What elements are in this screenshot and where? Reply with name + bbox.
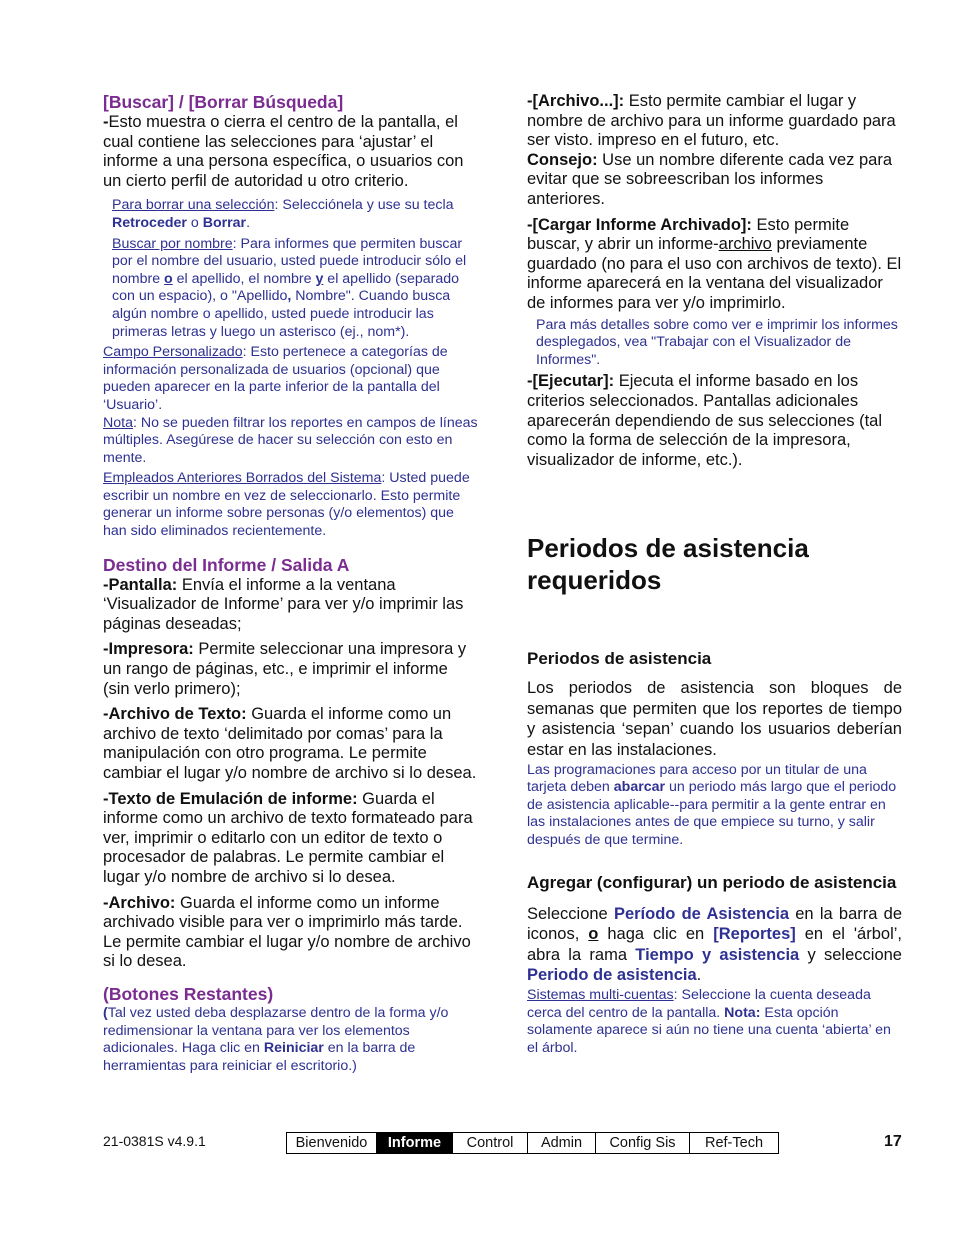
periodos-paragraph: Los periodos de asistencia son bloques de semanas que permiten que los reportes de tiempo y asistencia ‘sepan’ cuando los usuarios deberían estar en las instalaciones.	[527, 679, 902, 760]
note-buscar-nombre: Buscar por nombre: Para informes que permiten buscar por el nombre del usuario, usted puede introducir sólo el nombre o el apellido, el nombre y el apellido (separado con un espacio), o "Apellido, Nombre". Cuando busca algún nombre o apellido, usted puede introducir las primeras letras y luego un asterisco (ej., nom*).	[112, 235, 467, 340]
consejo: Consejo: Use un nombre diferente cada vez para evitar que se sobreescriban los informes anteriores.	[527, 150, 893, 208]
note-nota: Nota: No se pueden filtrar los reportes en campos de líneas múltiples. Asegúrese de hacer su selección con esto en mente.	[103, 414, 478, 466]
destino-texto-emulacion: -Texto de Emulación de informe: Guarda el informe como un archivo de texto formateado para ver, imprimir o editarlo con un editor de texto o procesador de palabras. Le permite cambiar el lugar y/o nombre de archivo si lo desea.	[103, 789, 473, 886]
note-empleados-anteriores: Empleados Anteriores Borrados del Sistema: Usted puede escribir un nombre en vez de seleccionarlo. Esto permite generar un informe sobre personas (y/o elementos) que han sido eliminados recientemente.	[103, 470, 470, 540]
document-id: 21-0381S v4.9.1	[103, 1133, 206, 1149]
tab-control[interactable]: Control	[453, 1133, 528, 1153]
tab-config-sis[interactable]: Config Sis	[596, 1133, 690, 1153]
tab-admin[interactable]: Admin	[528, 1133, 596, 1153]
footer-tab-bar	[286, 1132, 779, 1154]
tab-ref-tech[interactable]: Ref-Tech	[704, 1135, 764, 1151]
destino-archivo: -Archivo: Guarda el informe como un informe archivado visible para ver o imprimirlo más tarde. Le permite cambiar el lugar y/o nombre de archivo si lo desea.	[103, 893, 471, 971]
note-multi-cuentas: Sistemas multi-cuentas: Seleccione la cuenta deseada cerca del centro de la pantalla. Nota: Esta opción solamente aparece si aún no tiene una cuenta ‘abierta’ en el árbol.	[527, 987, 891, 1056]
note-botones: (Tal vez usted deba desplazarse dentro de la forma y/o redimensionar la ventana para ver los elementos adicionales. Haga clic en Reiniciar en la barra de herramientas para reiniciar el escritorio.)	[103, 1004, 449, 1074]
heading-buscar: [Buscar] / [Borrar Búsqueda]	[103, 92, 344, 112]
ejecutar-desc: -[Ejecutar]: Ejecuta el informe basado en los criterios seleccionados. Pantallas adicionales aparecerán dependiendo de sus selecciones (tal como la forma de selección de la impresora, visualizador de informe, etc.).	[527, 372, 882, 469]
note-campo-personalizado: Campo Personalizado: Esto pertenece a categorías de información personalizada de usuarios (opcional) que pueden aparecer en la parte inferior de la pantalla del ‘Usuario’.	[103, 344, 448, 413]
destino-archivo-texto: -Archivo de Texto: Guarda el informe como un archivo de texto ‘delimitado por comas’ para la manipulación con otro programa. Le permite cambiar el lugar y/o nombre de archivo si lo desea.	[103, 705, 477, 782]
note-visualizador: Para más detalles sobre como ver e imprimir los informes desplegados, vea "Trabajar con el Visualizador de Informes".	[536, 316, 898, 368]
section-title: Periodos de asistencia requeridos	[527, 533, 809, 596]
destino-impresora: -Impresora: Permite seleccionar una impresora y un rango de páginas, etc., e imprimir el informe (sin verlo primero);	[103, 640, 467, 698]
page-number: 17	[884, 1133, 902, 1150]
destino-pantalla: -Pantalla: Envía el informe a la ventana ‘Visualizador de Informe’ para ver y/o imprimir las páginas deseadas;	[103, 575, 464, 633]
note-programaciones: Las programaciones para acceso por un titular de una tarjeta deben abarcar un periodo más largo que el periodo de asistencia aplicable--para permitir a la gente entrar en las instalaciones antes de que empiece su turno, y salir después de que termine.	[527, 761, 897, 849]
tab-bienvenido[interactable]: Bienvenido	[287, 1133, 377, 1153]
agregar-paragraph: Seleccione Período de Asistencia en la barra de iconos, o haga clic en [Reportes] en el 'árbol’, abra la rama Tiempo y asistencia y seleccione Periodo de asistencia.	[527, 904, 903, 985]
heading-botones: (Botones Restantes)	[103, 983, 274, 1004]
subheading-periodos: Periodos de asistencia	[527, 649, 712, 669]
note-borrar-seleccion: Para borrar una selección: Selecciónela y use su tecla Retroceder o Borrar.	[112, 197, 454, 231]
buscar-paragraph: -Esto muestra o cierra el centro de la pantalla, el cual contiene las selecciones para ‘ajustar’ el informe a una persona específica, o usuarios con un cierto perfil de autoridad u otro criterio.	[103, 113, 464, 190]
left-column	[103, 92, 478, 1075]
archivo-button-desc: -[Archivo...]: Esto permite cambiar el lugar y nombre de archivo para un informe guardado para ser visto. impreso en el futuro, etc.	[527, 92, 896, 150]
heading-destino: Destino del Informe / Salida A	[103, 554, 350, 575]
cargar-informe-desc: -[Cargar Informe Archivado]: Esto permite buscar, y abrir un informe-archivo previamente guardado (no para el uso con archivos de texto). El informe aparecerá en la ventana del visualizador de informes para ver y/o imprimirlo.	[527, 215, 902, 312]
tab-informe[interactable]: Informe	[377, 1133, 453, 1153]
subheading-agregar: Agregar (configurar) un periodo de asistencia	[527, 872, 897, 892]
right-column	[527, 92, 902, 1057]
